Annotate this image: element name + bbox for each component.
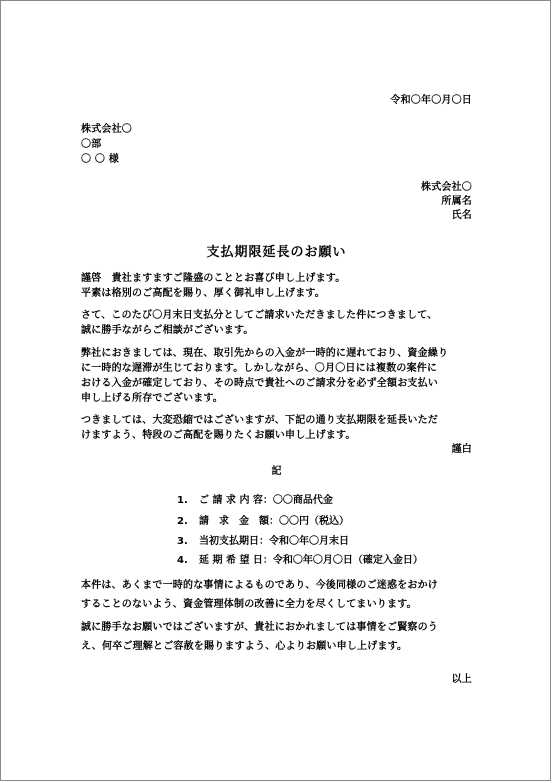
ki-heading: 記 [271, 466, 282, 477]
item-number: 4. [177, 555, 188, 566]
paragraph-line: 申し上げる所存でございます。 [81, 393, 223, 404]
paragraph-line: おける入金が確定しており、その時点で貴社へのご請求分を必ず全額お支払い [81, 378, 438, 389]
paragraph-line: つきましては、大変恐縮ではございますが、下記の通り支払期限を延長いただ [81, 415, 438, 426]
paragraph-line: 誠に勝手ながらご相談がございます。 [81, 325, 254, 336]
paragraph-line: に一時的な遅滞が生じております。しかしながら、〇月〇日には複数の案件に [81, 363, 438, 374]
item-text: 延 期 希 望 日：令和〇年〇月〇日（確定入金日） [199, 555, 423, 566]
list-item [177, 512, 349, 527]
list-item [177, 532, 349, 547]
recipient-department: 〇部 [81, 139, 102, 150]
paragraph-line: することのないよう、資金管理体制の改善に全力を尽くしてまいります。 [81, 599, 417, 610]
list-item [177, 551, 423, 566]
paragraph-line: 本件は、あくまで一時的な事情によるものであり、今後同様のご迷惑をおかけ [81, 580, 438, 591]
sender-department: 所属名 [441, 196, 472, 207]
item-text: 請 求 金 額：〇〇円（税込） [199, 516, 349, 527]
recipient-name: 〇 〇 様 [81, 154, 119, 165]
sender-name: 氏名 [451, 210, 472, 221]
closing-ijou: 以上 [451, 674, 472, 685]
paragraph-line: 弊社におきましては、現在、取引先からの入金が一時的に遅れており、資金繰り [81, 348, 449, 359]
item-number: 1. [177, 495, 188, 506]
paragraph-line: 誠に勝手なお願いではございますが、貴社におかれましては事情をご賢察のう [81, 622, 438, 633]
date: 令和〇年〇月〇日 [390, 95, 472, 106]
greeting-line: 平素は格別のご高配を賜り、厚く御礼申し上げます。 [81, 288, 325, 299]
item-text: ご 請 求 内 容：〇〇商品代金 [199, 495, 333, 506]
paragraph-line: さて、このたび〇月末日支払分としてご請求いただきました件につきまして、 [81, 310, 438, 321]
item-number: 2. [177, 516, 188, 527]
item-text: 当初支払期日：令和〇年〇月末日 [199, 536, 349, 547]
paragraph-line: けますよう、特段のご高配を賜りたくお願い申し上げます。 [81, 430, 356, 441]
item-number: 3. [177, 536, 188, 547]
list-item [177, 491, 333, 506]
paragraph-line: え、何卒ご理解とご容赦を賜りますよう、心よりお願い申し上げます。 [81, 641, 408, 652]
recipient-company: 株式会社〇 [81, 124, 132, 135]
document-title: 支払期限延長のお願い [206, 245, 347, 260]
greeting-line: 謹啓 貴社ますますご隆盛のこととお喜び申し上げます。 [81, 273, 346, 284]
closing-keihaku: 謹白 [451, 444, 472, 455]
sender-company: 株式会社〇 [421, 182, 472, 193]
